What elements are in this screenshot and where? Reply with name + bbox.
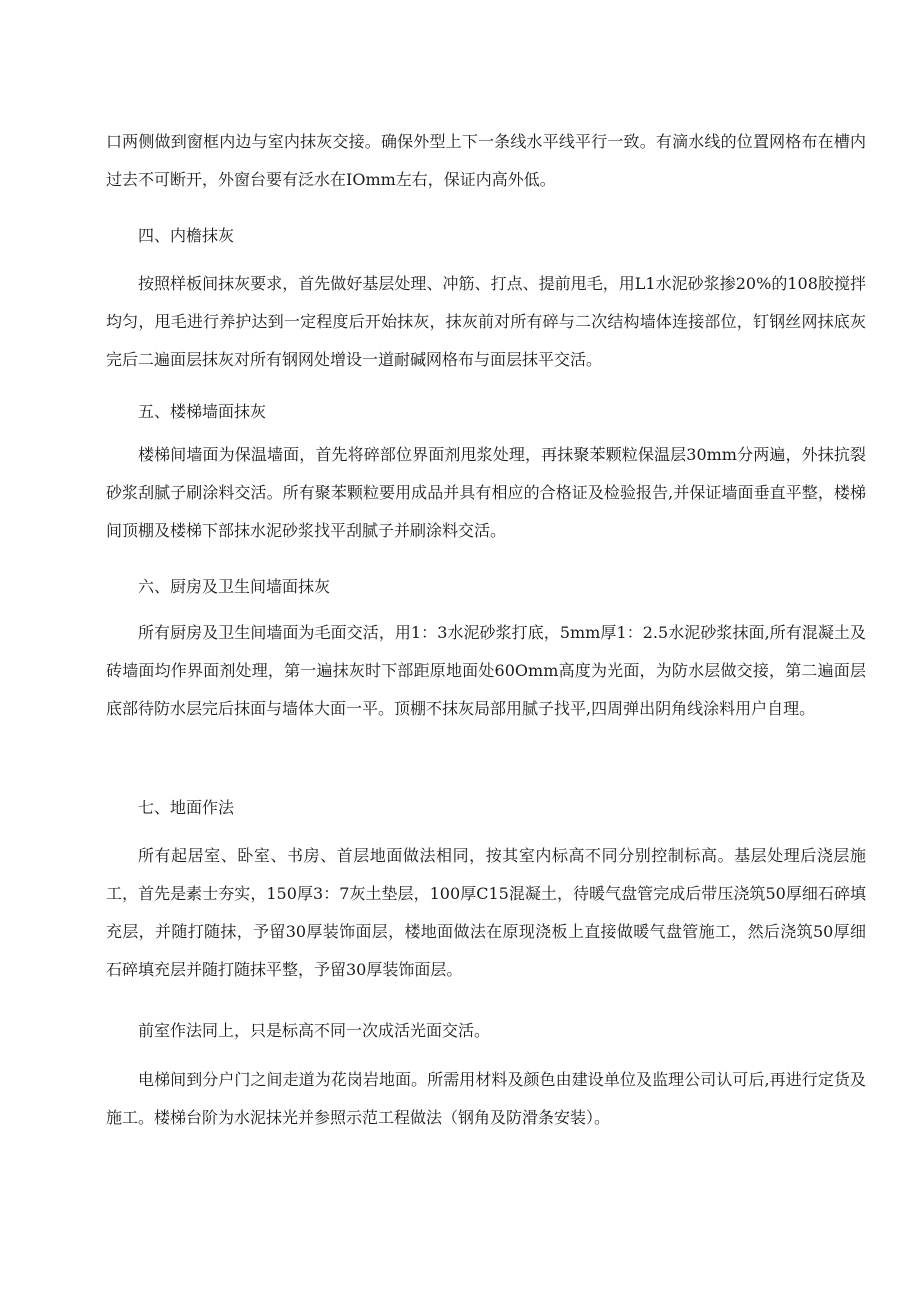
paragraph-elevator-corridor: 电梯间到分户门之间走道为花岗岩地面。所需用材料及颜色由建设单位及监理公司认可后,再进行定货及施工。楼梯台阶为水泥抹光并参照示范工程做法（钢角及防滑条安装）。 <box>106 1070 866 1127</box>
paragraph-window-plaster: 口两侧做到窗框内边与室内抹灰交接。确保外型上下一条线水平线平行一致。有滴水线的位置网格布在槽内过去不可断开，外窗台要有泛水在IOmm左右，保证内高外低。 <box>106 132 866 189</box>
paragraph-stair-wall-plaster: 楼梯间墙面为保温墙面，首先将碎部位界面剂甩浆处理，再抹聚苯颗粒保温层30mm分两遍，外抹抗裂砂浆刮腻子刷涂料交活。所有聚苯颗粒要用成品并具有相应的合格证及检验报告,并保证墙面垂直平整，楼梯间顶棚及楼梯下部抹水泥砂浆找平刮腻子并刷涂料交活。 <box>106 445 866 540</box>
heading-kitchen-bath-plaster: 六、厨房及卫生间墙面抹灰 <box>138 577 331 596</box>
heading-floor-method: 七、地面作法 <box>138 798 235 817</box>
paragraph-kitchen-bath-plaster: 所有厨房及卫生间墙面为毛面交活，用1：3水泥砂浆打底，5mm厚1：2.5水泥砂浆抹面,所有混凝土及砖墙面均作界面剂处理，第一遍抹灰时下部距原地面处60Omm高度为光面，为防水层做交接，第二遍面层底部待防水层完后抹面与墙体大面一平。顶棚不抹灰局部用腻子找平,四周弹出阴角线涂料用户自理。 <box>106 623 866 718</box>
paragraph-interior-plaster: 按照样板间抹灰要求，首先做好基层处理、冲筋、打点、提前甩毛，用L1水泥砂浆掺20%的108胶搅拌均匀，甩毛进行养护达到一定程度后开始抹灰，抹灰前对所有碎与二次结构墙体连接部位，钉钢丝网抹底灰完后二遍面层抹灰对所有钢网处增设一道耐碱网格布与面层抹平交活。 <box>106 274 866 369</box>
paragraph-floor-method: 所有起居室、卧室、书房、首层地面做法相同，按其室内标高不同分别控制标高。基层处理后浇层施工，首先是素士夯实，150厚3：7灰土垫层，100厚C15混凝土，待暖气盘管完成后带压浇筑50厚细石碎填充层，并随打随抹，予留30厚装饰面层，楼地面做法在原现浇板上直接做暖气盘管施工，然后浇筑50厚细石碎填充层并随打随抹平整，予留30厚装饰面层。 <box>106 846 866 979</box>
heading-stair-wall-plaster: 五、楼梯墙面抹灰 <box>138 402 267 421</box>
paragraph-anteroom-method: 前室作法同上，只是标高不同一次成活光面交活。 <box>138 1021 491 1040</box>
heading-interior-plaster: 四、内檐抹灰 <box>138 226 235 245</box>
